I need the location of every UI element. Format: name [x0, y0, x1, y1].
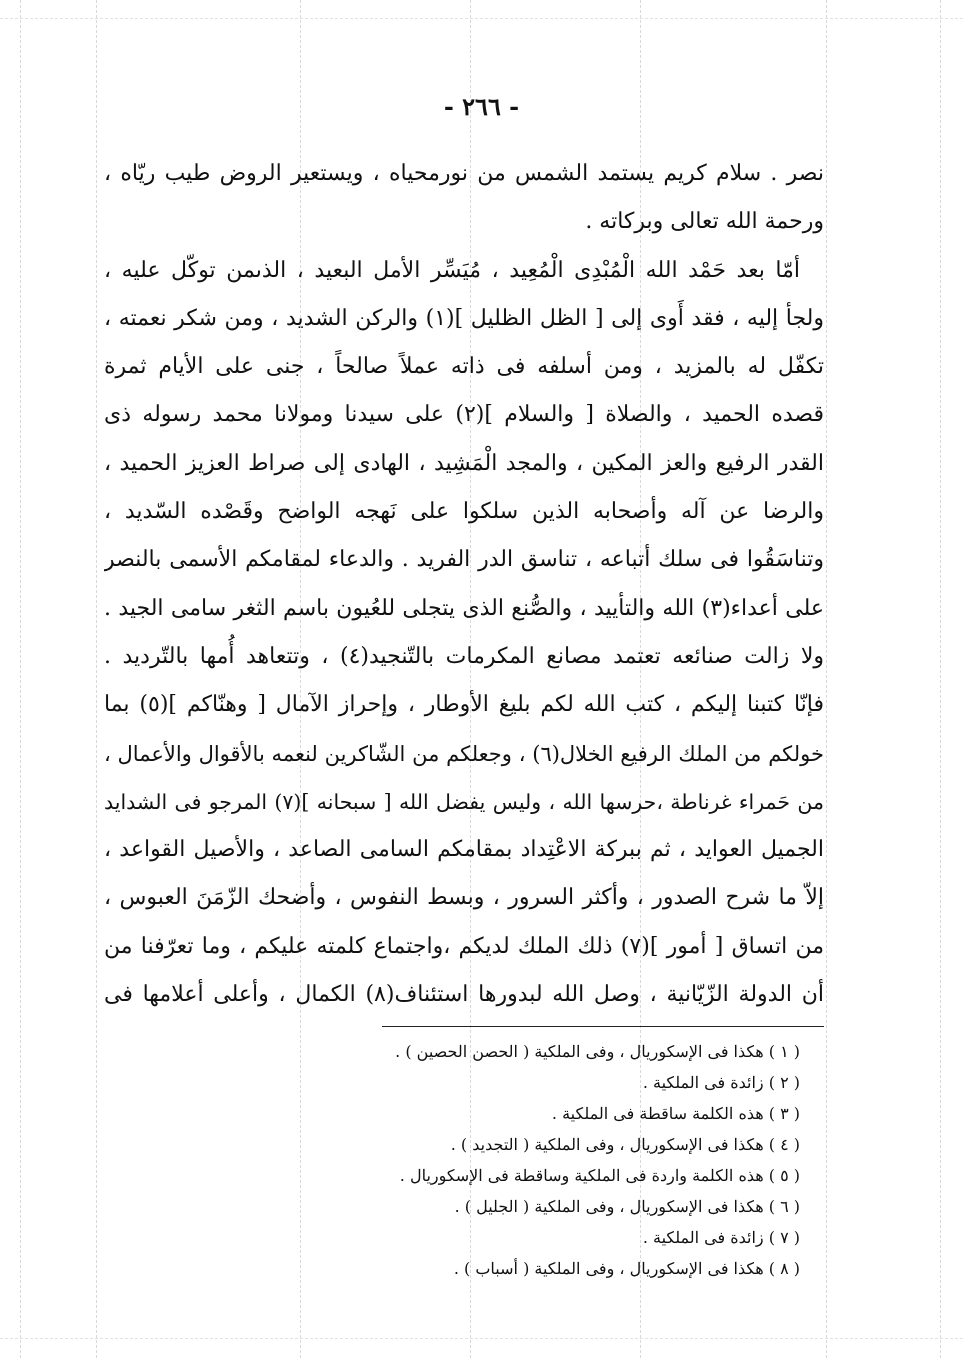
scan-guide-line: [826, 0, 827, 1358]
text-line: والرضا عن آله وأصحابه الذين سلكوا على نَهجه الواضح وقَصْده السّديد ،: [104, 499, 824, 525]
scan-guide-line: [20, 0, 21, 1358]
footnote: ( ٢ ) زائدة فى الملكية .: [642, 1073, 800, 1092]
text-line: أن الدولة الزّيّانية ، وصل الله لبدورها استئناف(٨) الكمال ، وأعلى أعلامها فى: [104, 982, 824, 1008]
text-line: من اتساق [ أمور ](٧) ذلك الملك لديكم ،واجتماع كلمته عليكم ، وما تعرّفنا من: [104, 933, 824, 959]
footnote: ( ٦ ) هكذا فى الإسكوريال ، وفى الملكية ( الجليل ) .: [454, 1197, 800, 1216]
footnote-divider: [382, 1026, 824, 1027]
footnote: ( ٧ ) زائدة فى الملكية .: [642, 1228, 800, 1247]
footnote: ( ١ ) هكذا فى الإسكوريال ، وفى الملكية ( الحصن الحصين ) .: [395, 1042, 800, 1061]
text-line: ولا زالت صنائعه تعتمد مصانع المكرمات بالتّنجيد(٤) ، وتتعاهد أُمها بالتّرديد .: [104, 643, 824, 669]
footnote: ( ٣ ) هذه الكلمة ساقطة فى الملكية .: [551, 1104, 800, 1123]
text-line: على أعداء(٣) الله والتأييد ، والصُّنع الذى يتجلى للعُيون باسم الثغر سامى الجيد .: [104, 595, 824, 621]
footnote: ( ٥ ) هذه الكلمة واردة فى الملكية وساقطة فى الإسكوريال .: [399, 1166, 800, 1185]
text-line: أمّا بعد حَمْد الله الْمُبْدِى الْمُعِيد ، مُيَسِّر الأمل البعيد ، الذىمن توكّل عليه ،: [104, 257, 800, 283]
text-line: قصده الحميد ، والصلاة [ والسلام ](٢) على سيدنا ومولانا محمد رسوله ذى: [104, 402, 824, 428]
text-line: ورحمة الله تعالى وبركاته .: [585, 209, 824, 235]
page-number: - ٢٦٦ -: [443, 92, 520, 121]
scan-guide-line: [96, 0, 97, 1358]
scan-guide-line: [0, 18, 963, 19]
text-line: الجميل العوايد ، ثم ببركة الاعْتِداد بمقامكم السامى الصاعد ، والأصيل القواعد ،: [104, 837, 824, 863]
text-line: القدر الرفيع والعز المكين ، والمجد الْمَشِيد ، الهادى إلى صراط العزيز الحميد ،: [104, 450, 824, 476]
text-line: وتناسَقُوا فى سلك أتباعه ، تناسق الدر الفريد . والدعاء لمقامكم الأسمى بالنصر: [104, 547, 824, 573]
text-line: من حَمراء غرناطة ،حرسها الله ، وليس يفضل الله [ سبحانه ](٧) المرجو فى الشدايد: [104, 789, 824, 814]
scan-guide-line: [940, 0, 941, 1358]
footnote: ( ٨ ) هكذا فى الإسكوريال ، وفى الملكية ( أسباب ) .: [453, 1259, 800, 1278]
text-line: تكفّل له بالمزيد ، ومن أسلفه فى ذاته عملاً صالحاً ، جنى على الأيام ثمرة: [104, 354, 824, 380]
text-line: فإنّا كتبنا إليكم ، كتب الله لكم بليغ الأوطار ، وإحراز الآمال [ وهنّاكم ](٥) بما: [104, 692, 824, 718]
body-text: [104, 150, 824, 1019]
scan-guide-line: [0, 1338, 963, 1339]
text-line: نصر . سلام كريم يستمد الشمس من نورمحياه ، ويستعير الروض طيب ريّاه ،: [104, 161, 824, 186]
text-line: إلاّ ما شرح الصدور ، وأكثر السرور ، وبسط النفوس ، وأضحك الزّمَنَ العبوس ،: [104, 885, 824, 911]
text-line: ولجأ إليه ، فقد أَوى إلى [ الظل الظليل ](١) والركن الشديد ، ومن شكر نعمته ،: [104, 305, 824, 331]
footnote: ( ٤ ) هكذا فى الإسكوريال ، وفى الملكية ( التجديد ) .: [450, 1135, 800, 1154]
footnotes: [300, 1036, 800, 1284]
text-line: خولكم من الملك الرفيع الخلال(٦) ، وجعلكم من الشّاكرين لنعمه بالأقوال والأعمال ،: [104, 741, 824, 766]
